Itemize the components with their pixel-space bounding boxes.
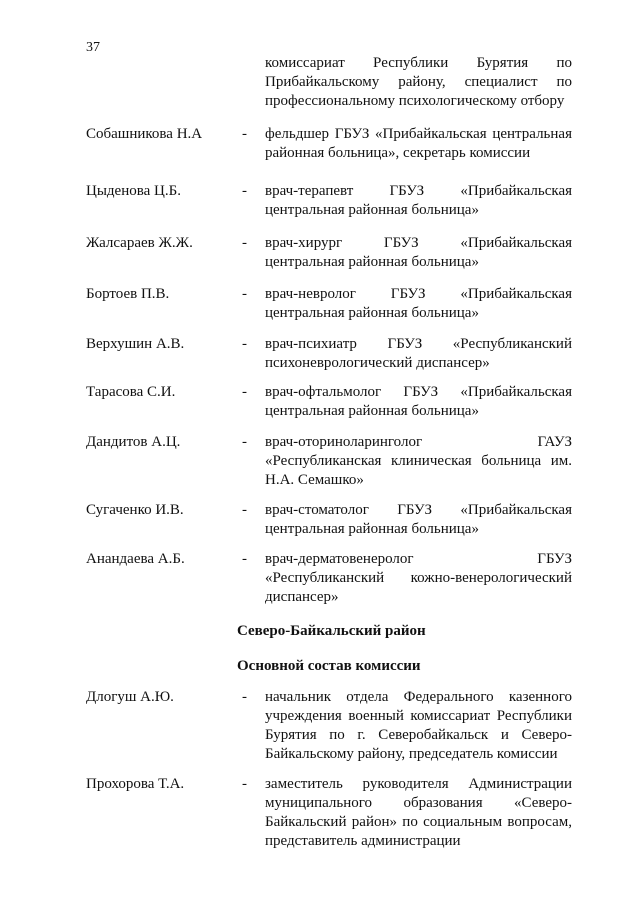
member-description — [265, 688, 572, 764]
member-description — [265, 335, 572, 373]
member-description — [265, 285, 572, 323]
desc-line: Н.А. Семашко» — [265, 472, 364, 488]
desc-line: врач-дерматовенеролог ГБУЗ — [265, 551, 572, 567]
dash-separator: - — [242, 502, 247, 518]
member-description — [265, 234, 572, 272]
section-title: Северо-Байкальский район — [237, 623, 426, 639]
desc-line: центральная районная больница» — [265, 403, 479, 419]
member-description — [265, 383, 572, 421]
member-description — [265, 501, 572, 539]
member-description — [265, 775, 572, 851]
desc-line: врач-хирург ГБУЗ «Прибайкальская — [265, 235, 572, 251]
member-name: Сугаченко И.В. — [86, 502, 184, 518]
dash-separator: - — [242, 126, 247, 142]
desc-line: диспансер» — [265, 589, 339, 605]
subsection-title: Основной состав комиссии — [237, 658, 421, 674]
desc-line: «Республиканская клиническая больница им. — [265, 453, 572, 469]
desc-line: врач-терапевт ГБУЗ «Прибайкальская — [265, 183, 572, 199]
member-name: Длогуш А.Ю. — [86, 689, 174, 705]
member-name: Жалсараев Ж.Ж. — [86, 235, 193, 251]
desc-line: центральная районная больница» — [265, 521, 479, 537]
desc-line: центральная районная больница» — [265, 202, 479, 218]
desc-line: учреждения военный комиссариат Республики — [265, 708, 572, 724]
dash-separator: - — [242, 384, 247, 400]
dash-separator: - — [242, 776, 247, 792]
desc-line: комиссариат Республики Бурятия по — [265, 55, 572, 71]
desc-line: врач-оториноларинголог ГАУЗ — [265, 434, 572, 450]
page-number: 37 — [86, 40, 100, 55]
desc-line: врач-невролог ГБУЗ «Прибайкальская — [265, 286, 572, 302]
dash-separator: - — [242, 551, 247, 567]
desc-line: районная больница», секретарь комиссии — [265, 145, 531, 161]
desc-line: психоневрологический диспансер» — [265, 355, 490, 371]
desc-line: Прибайкальскому району, специалист по — [265, 74, 572, 90]
member-name: Собашникова Н.А — [86, 126, 203, 142]
desc-line: «Республиканский кожно-венерологический — [265, 570, 572, 586]
dash-separator: - — [242, 183, 247, 199]
desc-line: врач-офтальмолог ГБУЗ «Прибайкальская — [265, 384, 572, 400]
desc-line: врач-стоматолог ГБУЗ «Прибайкальская — [265, 502, 572, 518]
member-name: Анандаева А.Б. — [86, 551, 185, 567]
desc-line: Байкальскому району, председатель комиссии — [265, 746, 558, 762]
dash-separator: - — [242, 689, 247, 705]
dash-separator: - — [242, 336, 247, 352]
desc-line: представитель администрации — [265, 833, 461, 849]
dash-separator: - — [242, 235, 247, 251]
desc-line: заместитель руководителя Администрации — [265, 776, 572, 792]
member-description — [265, 433, 572, 490]
desc-line: муниципального образования «Северо- — [265, 795, 572, 811]
member-name: Цыденова Ц.Б. — [86, 183, 181, 199]
dash-separator: - — [242, 434, 247, 450]
member-name: Прохорова Т.А. — [86, 776, 185, 792]
member-description — [265, 182, 572, 220]
desc-line: центральная районная больница» — [265, 254, 479, 270]
dash-separator: - — [242, 286, 247, 302]
member-name: Верхушин А.В. — [86, 336, 185, 352]
continuation-description — [265, 54, 572, 111]
desc-line: профессиональному психологическому отбору — [265, 93, 565, 109]
member-name: Бортоев П.В. — [86, 286, 170, 302]
desc-line: фельдшер ГБУЗ «Прибайкальская центральная — [265, 126, 572, 142]
member-name: Дандитов А.Ц. — [86, 434, 181, 450]
member-description — [265, 125, 572, 163]
member-description — [265, 550, 572, 607]
desc-line: начальник отдела Федерального казенного — [265, 689, 572, 705]
member-name: Тарасова С.И. — [86, 384, 176, 400]
desc-line: центральная районная больница» — [265, 305, 479, 321]
desc-line: врач-психиатр ГБУЗ «Республиканский — [265, 336, 572, 352]
desc-line: Байкальский район» по социальным вопросам, — [265, 814, 572, 830]
desc-line: Бурятия по г. Северобайкальск и Северо- — [265, 727, 572, 743]
